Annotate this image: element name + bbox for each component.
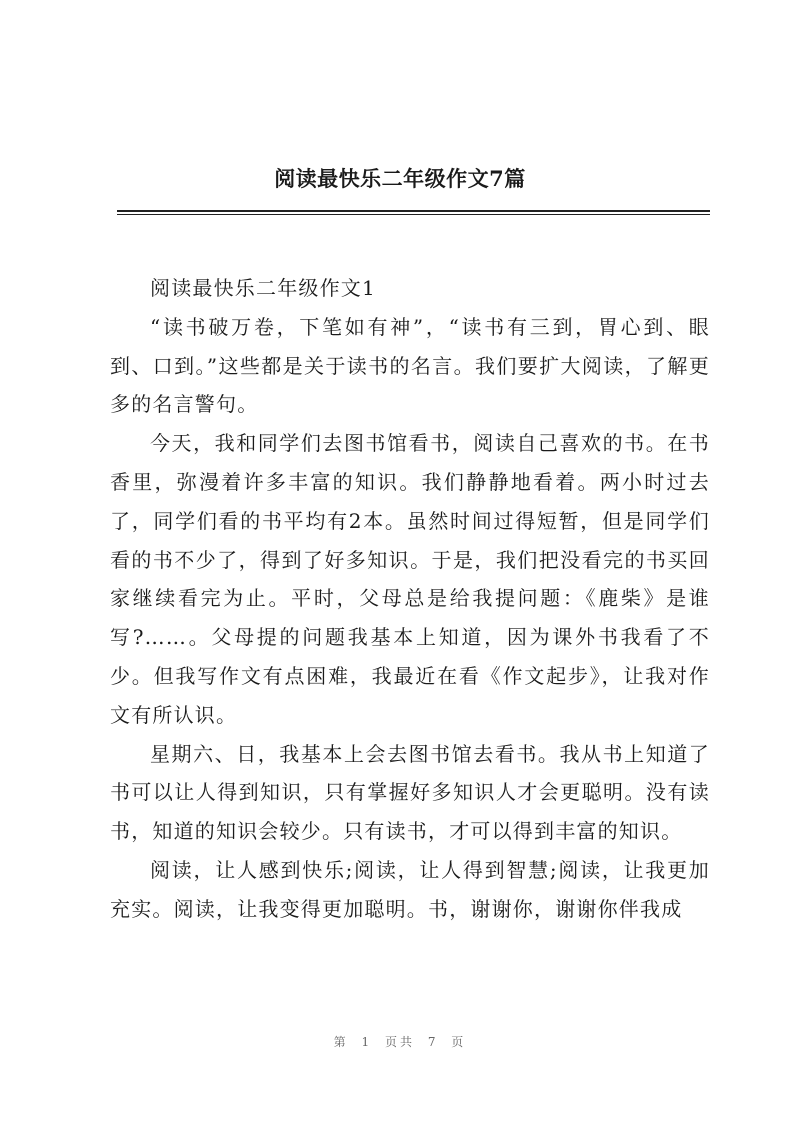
paragraph: “读书破万卷，下笔如有神”，“读书有三到，胃心到、眼到、口到。”这些都是关于读书的名言。我们要扩大阅读，了解更多的名言警句。 bbox=[110, 314, 710, 417]
footer-label-end: 页 bbox=[451, 1035, 467, 1049]
footer-label-of: 页共 bbox=[384, 1035, 415, 1049]
title-underline-thin bbox=[117, 214, 710, 215]
paragraph: 星期六、日，我基本上会去图书馆去看书。我从书上知道了书可以让人得到知识，只有掌握好多知识人才会更聪明。没有读书，知道的知识会较少。只有读书，才可以得到丰富的知识。 bbox=[110, 741, 710, 844]
paragraph: 阅读，让人感到快乐;阅读，让人得到智慧;阅读，让我更加充实。阅读，让我变得更加聪明。书，谢谢你，谢谢你伴我成 bbox=[110, 857, 710, 921]
essay-heading: 阅读最快乐二年级作文1 bbox=[150, 276, 376, 300]
page-footer bbox=[0, 1033, 800, 1050]
document-title: 阅读最快乐二年级作文7篇 bbox=[274, 166, 526, 191]
footer-label-page: 第 bbox=[333, 1035, 349, 1049]
paragraph: 今天，我和同学们去图书馆看书，阅读自己喜欢的书。在书香里，弥漫着许多丰富的知识。我们静静地看着。两小时过去了，同学们看的书平均有2本。虽然时间过得短暂，但是同学们看的书不少了，得到了好多知识。于是，我们把没看完的书买回家继续看完为止。平时，父母总是给我提问题：《鹿柴》是谁写?……。父母提的问题我基本上知道，因为课外书我看了不少。但我写作文有点困难，我最近在看《作文起步》，让我对作文有所认识。 bbox=[110, 431, 710, 727]
document-body bbox=[110, 269, 710, 929]
footer-current-page: 1 bbox=[361, 1035, 373, 1049]
footer-total-pages: 7 bbox=[427, 1035, 439, 1049]
title-underline bbox=[117, 210, 710, 212]
